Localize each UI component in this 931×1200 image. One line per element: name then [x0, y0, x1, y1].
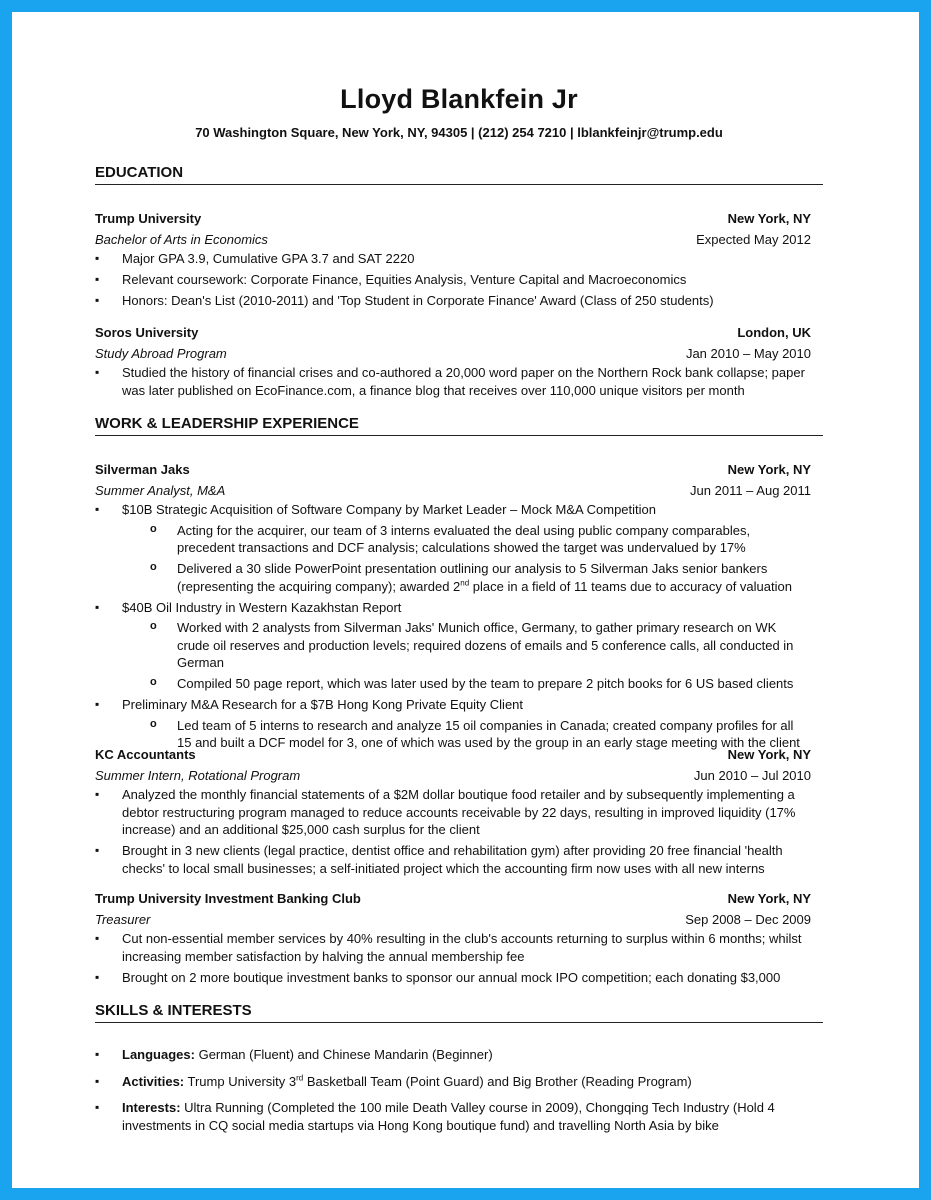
skill-value-end: Basketball Team (Point Guard) and Big Brother (Reading Program) — [303, 1073, 692, 1089]
education-entry-trump — [95, 208, 811, 313]
entry-role-row — [95, 909, 811, 930]
entry-role-row — [95, 343, 811, 364]
org-name: Trump University Investment Banking Club — [95, 891, 361, 906]
bullet-item — [95, 599, 811, 693]
bullet-text: Preliminary M&A Research for a $7B Hong Kong Private Equity Client — [122, 697, 524, 712]
role-dates: Sep 2008 – Dec 2009 — [685, 912, 811, 927]
skill-value: German (Fluent) and Chinese Mandarin (Beginner) — [194, 1047, 493, 1062]
sub-bullet-item: o Worked with 2 analysts from Silverman Jaks' Munich office, Germany, to gather primary research on WK crude oil reserves and production levels; required dozens of emails and 5 conference calls, all conducted in German — [122, 619, 811, 672]
bullet-list — [95, 786, 811, 877]
org-name: KC Accountants — [95, 747, 196, 762]
section-title-work: WORK & LEADERSHIP EXPERIENCE — [95, 415, 823, 436]
bullet-list — [95, 364, 811, 399]
entry-header-row — [95, 744, 811, 765]
sub-bullet-text-end: place in a field of 11 teams due to accuracy of valuation — [469, 578, 792, 594]
role-title: Bachelor of Arts in Economics — [95, 232, 268, 247]
section-title-skills: SKILLS & INTERESTS — [95, 1002, 823, 1023]
section-title-education: EDUCATION — [95, 164, 823, 185]
bullet-item: ▪ Honors: Dean's List (2010-2011) and 'Top Student in Corporate Finance' Award (Class of 250 students) — [95, 292, 811, 310]
sub-bullet-item: o Acting for the acquirer, our team of 3 interns evaluated the deal using public company comparables, precedent transactions and DCF analysis; calculations showed the target was undervalued by 17% — [122, 522, 811, 557]
contact-line: 70 Washington Square, New York, NY, 94305 | (212) 254 7210 | lblankfeinjr@trump.edu — [195, 125, 723, 140]
org-location: New York, NY — [727, 211, 811, 226]
bullet-text: $10B Strategic Acquisition of Software Company by Market Leader – Mock M&A Competition — [122, 502, 656, 517]
entry-header-row — [95, 459, 811, 480]
entry-role-row — [95, 765, 811, 786]
sub-bullet-list — [122, 619, 811, 693]
role-dates: Jun 2010 – Jul 2010 — [693, 768, 811, 783]
org-name: Soros University — [95, 325, 199, 340]
sub-bullet-text: Delivered a 30 slide PowerPoint presentation outlining our analysis to 5 Silverman Jaks senior bankers (representing the acquiring company); awarded 2 — [177, 561, 768, 594]
role-title: Treasurer — [95, 912, 151, 927]
bullet-text: $40B Oil Industry in Western Kazakhstan Report — [122, 599, 402, 615]
sub-bullet-item: o Led team of 5 interns to research and analyze 15 oil companies in Canada; created company profiles for all 15 and built a DCF model for 3, one of which was used by the group in an early stage meeting with the client — [122, 717, 811, 752]
skill-activities — [95, 1073, 811, 1091]
bullet-item — [95, 501, 811, 595]
resume-page — [12, 12, 919, 1188]
bullet-list — [95, 250, 811, 310]
skill-label: Activities: — [122, 1073, 185, 1089]
entry-header-row — [95, 322, 811, 343]
bullet-list — [95, 930, 811, 986]
ordinal-suffix: nd — [460, 578, 470, 588]
bullet-item: ▪ Relevant coursework: Corporate Finance, Equities Analysis, Venture Capital and Macroeconomics — [95, 271, 811, 289]
bullet-item: ▪ Brought on 2 more boutique investment banks to sponsor our annual mock IPO competition; each donating $3,000 — [95, 969, 811, 987]
entry-header-row — [95, 208, 811, 229]
org-location: New York, NY — [727, 747, 811, 762]
entry-role-row — [95, 229, 811, 250]
work-entry-kc — [95, 744, 811, 881]
org-location: New York, NY — [727, 891, 811, 906]
skill-label: Interests: — [122, 1100, 181, 1115]
bullet-list — [95, 1046, 811, 1134]
skills-list — [95, 1046, 811, 1138]
skill-value: Trump University 3 — [184, 1073, 297, 1089]
education-entry-soros — [95, 322, 811, 403]
org-name: Silverman Jaks — [95, 462, 190, 477]
sub-bullet-item — [122, 560, 811, 595]
sub-bullet-item: o Compiled 50 page report, which was later used by the team to prepare 2 pitch books for 6 US based clients — [122, 675, 811, 693]
role-dates: Jun 2011 – Aug 2011 — [690, 483, 811, 498]
org-location: New York, NY — [727, 462, 811, 477]
bullet-item: ▪ Studied the history of financial crises and co-authored a 20,000 word paper on the Northern Rock bank collapse; paper was later published on EcoFinance.com, a finance blog that receives over 110,000 unique visitors per month — [95, 364, 811, 399]
skill-value: Ultra Running (Completed the 100 mile Death Valley course in 2009), Chongqing Tech Industry (Hold 4 investments in CQ social media startups via Hong Kong boutique fund) and travelling North Asia by bike — [122, 1100, 775, 1133]
role-dates: Expected May 2012 — [696, 232, 811, 247]
bullet-item: ▪ Brought in 3 new clients (legal practice, dentist office and rehabilitation gym) after providing 20 free financial 'health checks' to local small businesses; a self-initiated project which the accounting firm now uses with all new interns — [95, 842, 811, 877]
entry-header-row — [95, 888, 811, 909]
work-entry-silverman — [95, 459, 811, 755]
org-name: Trump University — [95, 211, 202, 226]
role-title: Summer Analyst, M&A — [95, 483, 226, 498]
sub-bullet-list — [122, 522, 811, 596]
work-entry-club — [95, 888, 811, 990]
bullet-item: ▪ Major GPA 3.9, Cumulative GPA 3.7 and SAT 2220 — [95, 250, 811, 268]
bullet-list — [95, 501, 811, 752]
role-title: Summer Intern, Rotational Program — [95, 768, 301, 783]
role-dates: Jan 2010 – May 2010 — [685, 346, 811, 361]
candidate-name: Lloyd Blankfein Jr — [340, 84, 578, 114]
bullet-item: ▪ Analyzed the monthly financial statements of a $2M dollar boutique food retailer and by subsequently implementing a debtor restructuring program managed to reduce accounts receivable by 22 days, resulting in improved liquidity (17% increase) and an additional $25,000 cash surplus for the client — [95, 786, 811, 839]
org-location: London, UK — [737, 325, 811, 340]
skill-languages — [95, 1046, 811, 1064]
ordinal-suffix: rd — [296, 1073, 304, 1083]
role-title: Study Abroad Program — [95, 346, 227, 361]
bullet-item: ▪ Cut non-essential member services by 40% resulting in the club's accounts returning to surplus within 6 months; whilst increasing member satisfaction by halving the annual membership fee — [95, 930, 811, 965]
entry-role-row — [95, 480, 811, 501]
skill-interests — [95, 1099, 811, 1134]
skill-label: Languages: — [122, 1047, 195, 1062]
